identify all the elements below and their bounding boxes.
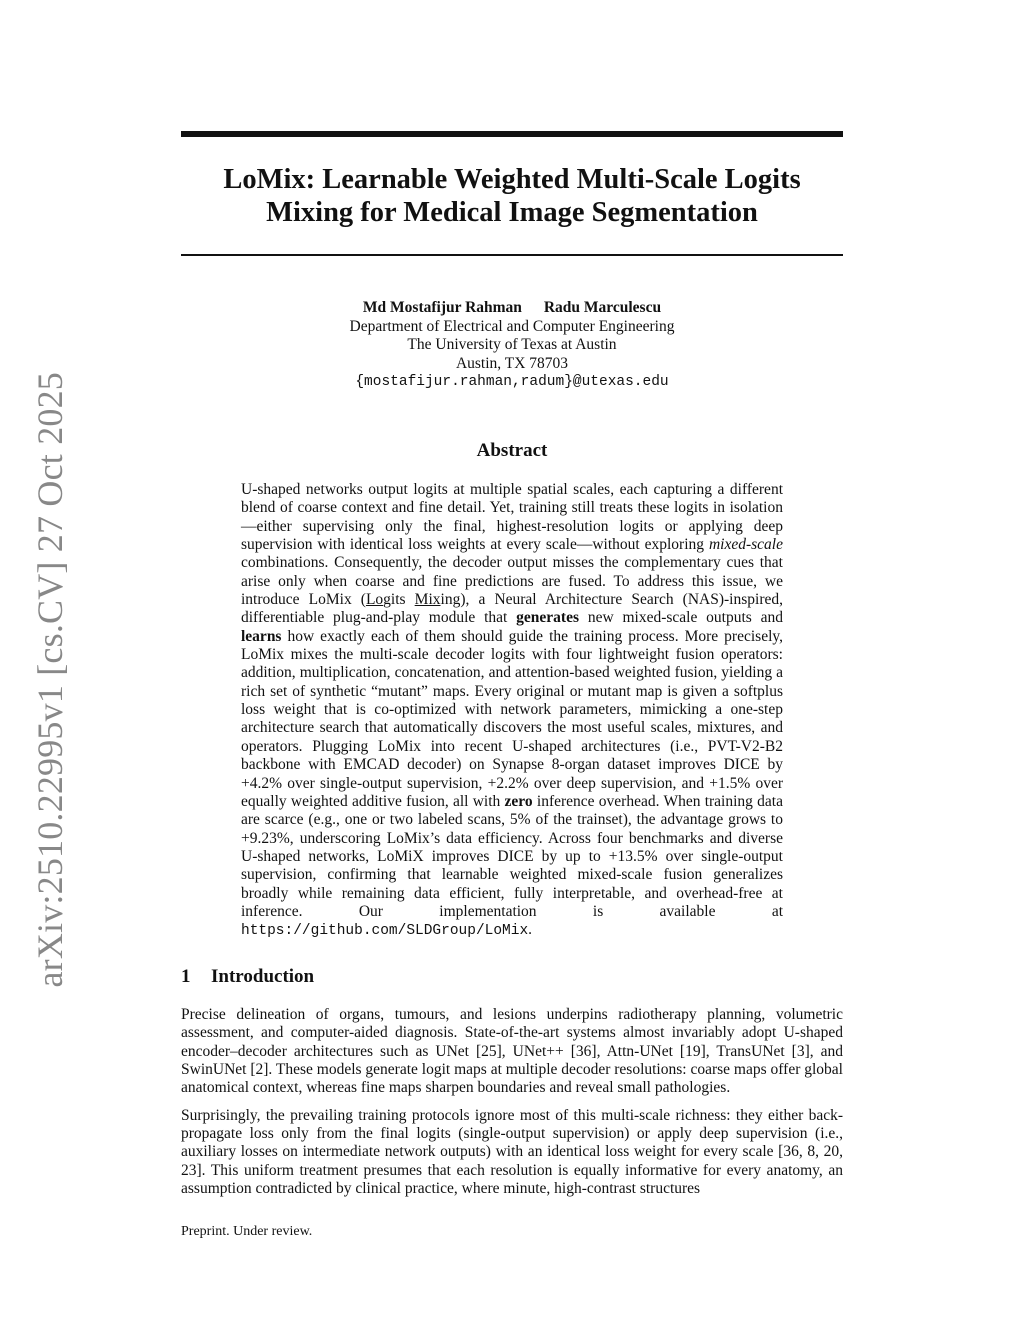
abstract-text-6: how exactly each of them should guide the training process. More precisely, LoMix mixes the multi-scale decoder logits with four lightweight fusion operators: addition, multiplication, concatenation, and attention-based weighted fusion, yielding a rich set of synthetic “mutant” maps. Every original or mutant map is given a softplus loss weight that is co-optimized with network parameters, mimicking a one-step architecture search that automatically discovers the most useful scales, mixtures, and operators. Plugging LoMix into recent U-shaped architectures (i.e., PVT-V2-B2 backbone with EMCAD decoder) on Synapse 8-organ dataset improves DICE by +4.2% over single-output supervision, +2.2% over deep supervision, and +1.5% over equally weighted additive fusion, all with — [241, 627, 783, 810]
author-block — [181, 299, 843, 392]
abstract-body — [241, 481, 783, 941]
author-department: Department of Electrical and Computer Engineering — [349, 317, 675, 335]
title-line-2: Mixing for Medical Image Segmentation — [266, 197, 758, 228]
author-location: Austin, TX 78703 — [455, 354, 569, 372]
introduction-body — [181, 1006, 843, 1207]
abstract-text-2: combinations. Consequently, the decoder output misses the complementary cues that arise only when coarse and fine predictions are fused. To address this issue, we introduce LoMix ( — [241, 554, 783, 609]
abstract-text-4: ing), a Neural Architecture Search (NAS)-inspired, differentiable plug-and-play module that — [241, 591, 783, 627]
page-footer: Preprint. Under review. — [181, 1224, 313, 1239]
section-heading-introduction — [181, 966, 843, 988]
section-number: 1 — [181, 966, 191, 987]
abstract-underline-mix: Mix — [414, 591, 441, 609]
author-email: {mostafijur.rahman,radum}@utexas.edu — [355, 374, 669, 390]
title-top-rule — [181, 131, 843, 137]
abstract-text-8: . — [528, 921, 533, 939]
section-title: Introduction — [211, 966, 315, 987]
code-url-link[interactable]: https://github.com/SLDGroup/LoMix — [241, 923, 529, 940]
abstract-bold-generates: generates — [516, 609, 579, 627]
intro-paragraph-2: Surprisingly, the prevailing training protocols ignore most of this multi-scale richness: they either back-propagate loss only from the final logits (single-output supervision) or apply deep supervision (i.e., auxiliary losses on intermediate network outputs) with an identical loss weight for every scale [36, 8, 20, 23]. This uniform treatment presumes that each resolution is equally informative for every anatomy, an assumption contradicted by clinical practice, where minute, high-contrast structures — [181, 1106, 843, 1198]
author-2: Radu Marculescu — [543, 299, 662, 316]
abstract-bold-learns: learns — [241, 627, 282, 645]
abstract-emphasis-mixed-scale: mixed-scale — [708, 536, 783, 554]
paper-title — [181, 163, 843, 229]
title-line-1: LoMix: Learnable Weighted Multi-Scale Logits — [223, 164, 801, 195]
title-bottom-rule — [181, 254, 843, 256]
abstract-underline-lo: Lo — [365, 591, 384, 609]
abstract-heading: Abstract — [476, 440, 548, 461]
abstract-bold-zero: zero — [504, 792, 533, 810]
intro-paragraph-1: Precise delineation of organs, tumours, and lesions underpins radiotherapy planning, volumetric assessment, and computer-aided diagnosis. State-of-the-art systems almost invariably adopt U-shaped encoder–decoder architectures such as UNet [25], UNet++ [36], Attn-UNet [19], TransUNet [3], and SwinUNet [2]. These models generate logit maps at multiple decoder resolutions: coarse maps offer global anatomical context, whereas fine maps sharpen boundaries and reveal small pathologies. — [181, 1006, 843, 1097]
abstract-text-1: U-shaped networks output logits at multiple spatial scales, each capturing a different blend of coarse context and fine detail. Yet, training still treats these logits in isolation—either supervising only the final, highest-resolution logits or applying deep supervision with identical loss weights at every scale—without exploring — [241, 481, 783, 554]
abstract-text-7: inference overhead. When training data are scarce (e.g., one or two labeled scans, 5% of the trainset), the advantage grows to +9.23%, underscoring LoMix’s data efficiency. Across four benchmarks and diverse U-shaped networks, LoMiX improves DICE by up to +13.5% over single-output supervision, confirming that learnable weighted mixed-scale fusion generalizes broadly while remaining data efficient, fully interpretable, and overhead-free at inference. Our implementation is available at — [241, 792, 783, 920]
abstract-text-3: gits — [383, 591, 415, 609]
author-names — [181, 299, 843, 318]
abstract-text-5: new mixed-scale outputs and — [579, 609, 783, 627]
arxiv-id-text: arXiv:2510.22995v1 [cs.CV] 27 Oct 2025 — [30, 372, 70, 988]
author-university: The University of Texas at Austin — [407, 336, 617, 353]
arxiv-identifier — [20, 372, 80, 988]
author-1: Md Mostafijur Rahman — [362, 299, 522, 316]
abstract-paragraph — [241, 481, 783, 941]
